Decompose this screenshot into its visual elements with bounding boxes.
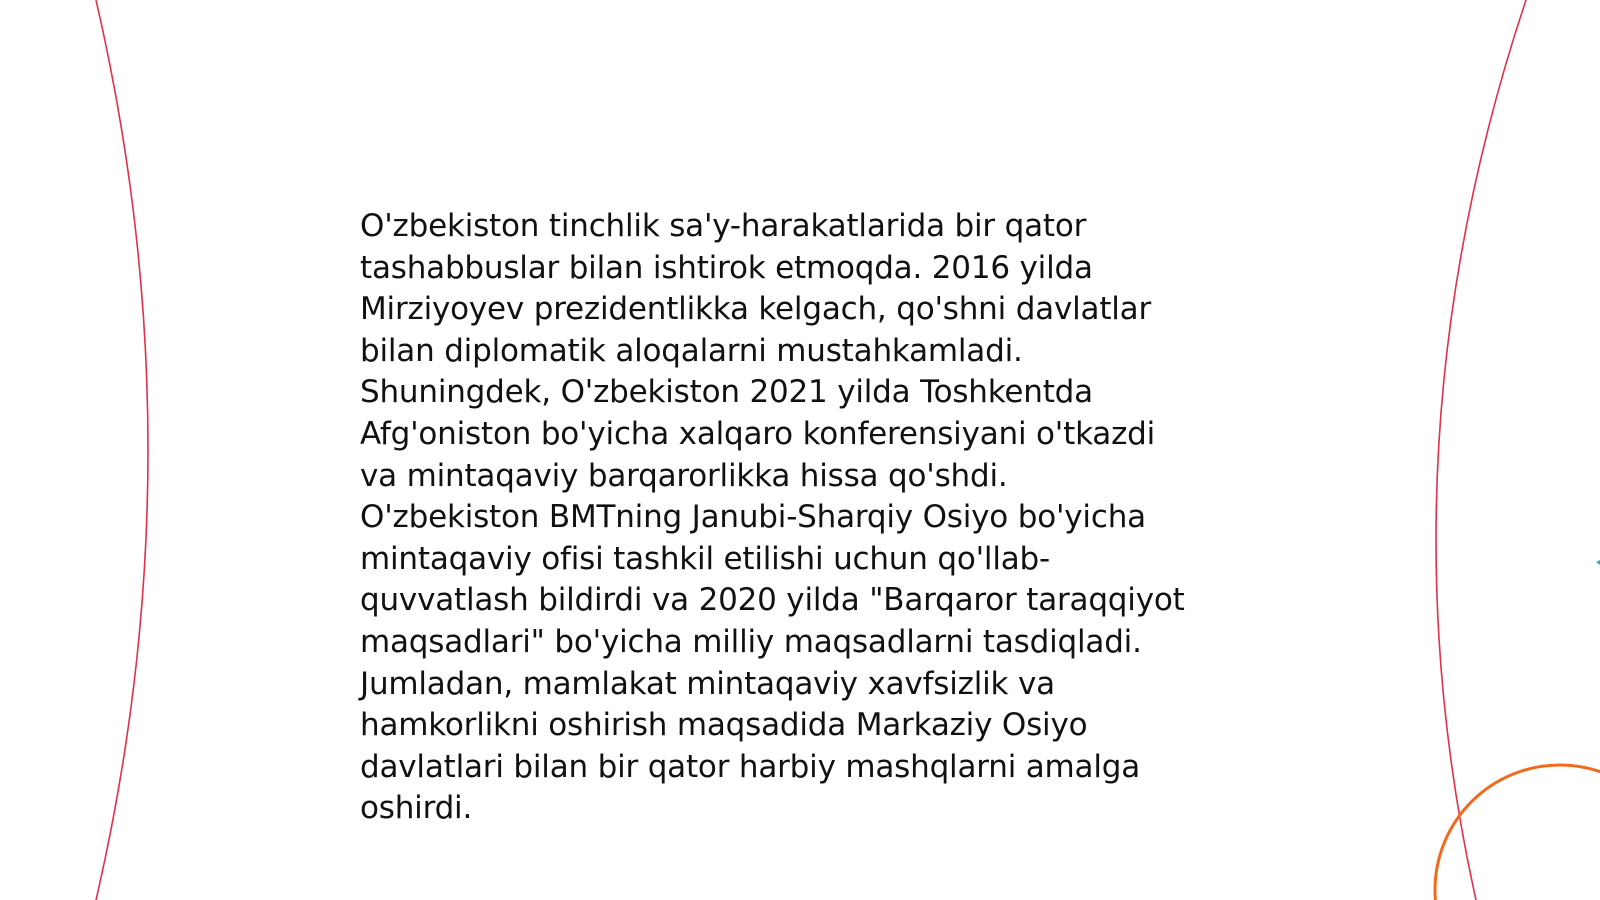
text-line: Shuningdek, O'zbekiston 2021 yilda Toshkentda (360, 374, 1093, 411)
text-line: Afg'oniston bo'yicha xalqaro konferensiyani o'tkazdi (360, 415, 1156, 452)
text-line: Mirziyoyev prezidentlikka kelgach, qo'shni davlatlar (360, 291, 1152, 328)
orange-circle-outline (1435, 765, 1600, 900)
blue-dot-mark (1596, 560, 1600, 565)
right-arc-line (1436, 0, 1526, 900)
slide-body-text (360, 206, 1240, 830)
text-line: hamkorlikni oshirish maqsadida Markaziy Osiyo (360, 707, 1088, 744)
text-line: va mintaqaviy barqarorlikka hissa qo'shdi. (360, 457, 1008, 494)
text-line: tashabbuslar bilan ishtirok etmoqda. 2016 yilda (360, 249, 1093, 286)
text-line: oshirdi. (360, 790, 473, 827)
text-line: quvvatlash bildirdi va 2020 yilda "Barqaror taraqqiyot (360, 582, 1185, 619)
text-line: bilan diplomatik aloqalarni mustahkamladi. (360, 332, 1023, 369)
left-arc-line (96, 0, 148, 900)
text-line: maqsadlari" bo'yicha milliy maqsadlarni tasdiqladi. (360, 623, 1142, 660)
text-line: mintaqaviy ofisi tashkil etilishi uchun qo'llab- (360, 540, 1051, 577)
text-line: davlatlari bilan bir qator harbiy mashqlarni amalga (360, 748, 1141, 785)
text-line: O'zbekiston BMTning Janubi-Sharqiy Osiyo bo'yicha (360, 499, 1146, 536)
text-line: O'zbekiston tinchlik sa'y-harakatlarida bir qator (360, 208, 1087, 244)
text-line: Jumladan, mamlakat mintaqaviy xavfsizlik va (360, 665, 1055, 702)
